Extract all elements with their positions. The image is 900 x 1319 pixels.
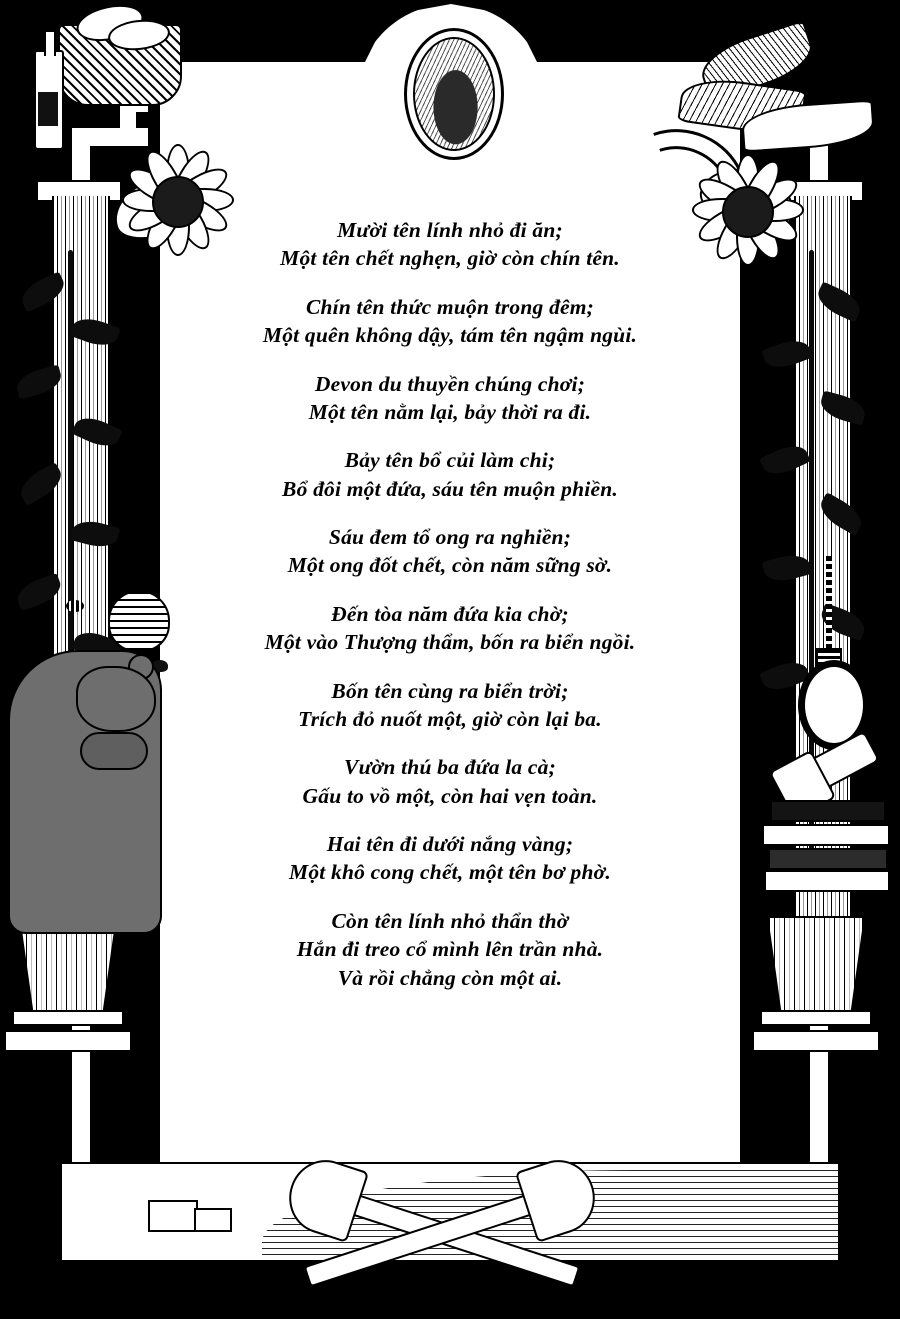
poem-line: Trích đỏ nuốt một, giờ còn lại ba. bbox=[298, 706, 602, 731]
poem-line: Vườn thú ba đứa la cà; bbox=[344, 755, 556, 780]
poem-line: Và rồi chẳng còn một ai. bbox=[337, 965, 563, 990]
poem-line: Sáu đem tổ ong ra nghiền; bbox=[328, 525, 572, 549]
poem-stanza bbox=[176, 830, 724, 887]
poem-line: Còn tên lính nhỏ thẩn thờ bbox=[331, 908, 569, 933]
poem-line: Một ong đốt chết, còn năm sững sờ. bbox=[287, 553, 613, 578]
poem-line: Devon du thuyền chúng chơi; bbox=[314, 371, 586, 396]
poem-line: Hai tên đi dưới nắng vàng; bbox=[326, 832, 574, 856]
book bbox=[764, 870, 890, 892]
poem-stanza bbox=[176, 753, 724, 810]
wine-bottle-icon bbox=[34, 50, 64, 150]
bear-icon bbox=[8, 650, 162, 934]
column-plinth-left-lower bbox=[4, 1030, 132, 1052]
portrait-cartouche bbox=[356, 4, 546, 194]
bee-icon bbox=[66, 600, 84, 612]
column-base-right bbox=[768, 916, 864, 1012]
poem-line: Mười tên lính nhỏ đi ăn; bbox=[337, 218, 563, 242]
noose-icon bbox=[792, 556, 862, 756]
book-stack-icon bbox=[762, 800, 892, 892]
poem-stanza bbox=[176, 216, 724, 273]
poem-line: Một khô cong chết, một tên bơ phờ. bbox=[289, 860, 611, 885]
portrait-silhouette bbox=[413, 37, 495, 151]
poem-line: Bảy tên bổ củi làm chi; bbox=[344, 448, 556, 473]
poem-line: Bốn tên cùng ra biển trời; bbox=[331, 678, 569, 703]
house-icon bbox=[148, 1200, 198, 1232]
sunflower-core bbox=[722, 186, 774, 238]
poem-stanza bbox=[176, 600, 724, 657]
bear-head bbox=[76, 666, 156, 732]
book bbox=[770, 800, 886, 822]
poem-line: Gấu to vồ một, còn hai vẹn toàn. bbox=[302, 783, 598, 808]
bottle-label bbox=[38, 92, 58, 126]
poem-line: Một vào Thượng thẩm, bốn ra biển ngồi. bbox=[264, 630, 636, 655]
poem-stanza bbox=[176, 523, 724, 580]
column-plinth-right-upper bbox=[760, 1010, 872, 1026]
beehive-icon bbox=[108, 590, 170, 652]
poem-stanza bbox=[176, 677, 724, 734]
column-plinth-right-lower bbox=[752, 1030, 880, 1052]
poem-line: Hắn đi treo cổ mình lên trần nhà. bbox=[296, 937, 604, 962]
poem-stanza bbox=[176, 907, 724, 992]
house-icon bbox=[194, 1208, 232, 1232]
column-plinth-left-upper bbox=[12, 1010, 124, 1026]
poem-stanza bbox=[176, 446, 724, 503]
book bbox=[768, 848, 888, 870]
poem-stanza bbox=[176, 293, 724, 350]
poem-line: Đến tòa năm đứa kia chờ; bbox=[331, 601, 569, 626]
poem-line: Một quên không dậy, tám tên ngậm ngùi. bbox=[262, 323, 638, 348]
poem-line: Một tên chết nghẹn, giờ còn chín tên. bbox=[280, 246, 620, 271]
poem-stanza bbox=[176, 370, 724, 427]
bear-arm bbox=[80, 732, 148, 770]
poem-line: Bổ đôi một đứa, sáu tên muộn phiền. bbox=[282, 476, 618, 501]
poem-line: Một tên nằm lại, bảy thời ra đi. bbox=[308, 399, 592, 424]
poem-body bbox=[176, 216, 724, 1012]
portrait-oval bbox=[404, 28, 504, 160]
poem-line: Chín tên thức muộn trong đêm; bbox=[305, 294, 595, 319]
book bbox=[762, 824, 890, 846]
